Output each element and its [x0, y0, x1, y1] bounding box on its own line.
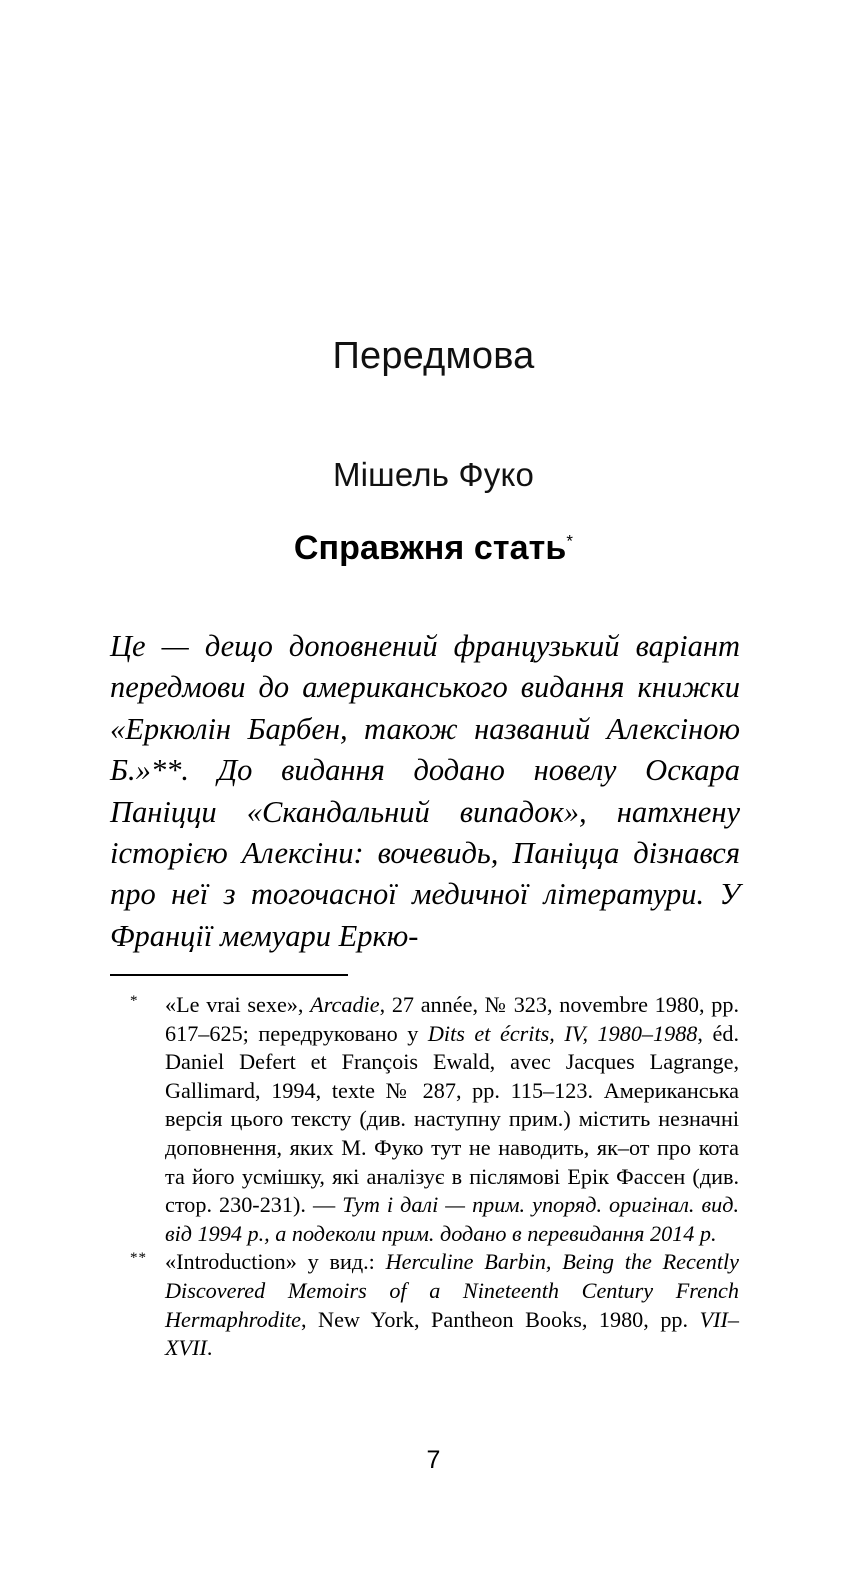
footnote-segment: «Le vrai sexe», [165, 992, 311, 1017]
footnote-text [165, 1249, 739, 1360]
page-title: Передмова [332, 335, 535, 377]
footnote-reference-marker: * [566, 531, 574, 551]
footnote-segment: «Introduction» у вид.: [165, 1249, 386, 1275]
footnote-segment: VII–XVII [165, 1306, 739, 1361]
footnote-segment: Тут і далі — прим. упоряд. оригінал. вид. від 1994 р., а подеколи прим. додано в перевидання 2014 р. [165, 1192, 740, 1246]
footnote-list [110, 991, 739, 1363]
essay-title [0, 527, 867, 569]
essay-title-text: Справжня стать [293, 529, 567, 567]
footnote-segment: Dits et écrits, IV, 1980–1988 [427, 1020, 698, 1046]
footnote-text [165, 992, 739, 1246]
footnote-segment: Arcadie [310, 992, 380, 1017]
body-paragraph: Це — дещо доповнений французький варіант передмови до американського видання книжки «Еркюлін Барбен, також названий Алексіною Б.»**. До видання додано новелу Оскара Паніцци «Скандальний випадок», натхнену історією Алексіни: вочевидь, Паніцца дізнався про неї з тогочасної медичної літератури. У Франції мемуари Еркю- [110, 629, 740, 953]
footnote-marker: ** [130, 1250, 147, 1267]
footnote-marker: * [130, 993, 139, 1009]
page-number: 7 [426, 1446, 441, 1474]
footnote-segment: Herculine Barbin, Being the Recently Discovered Memoirs of a Nineteenth Century French Hermaphrodite [165, 1249, 739, 1332]
footnote-item [110, 1248, 739, 1362]
author-name: Мішель Фуко [332, 456, 535, 493]
footnote-separator-rule [110, 974, 348, 976]
footnote-item [110, 991, 739, 1248]
footnote-segment: , New York, Pantheon Books, 1980, pp. [301, 1306, 700, 1332]
footnote-segment: . [206, 1335, 213, 1361]
footnote-segment: , éd. Daniel Defert et François Ewald, avec Jacques Lagrange, Gallimard, 1994, texte № 287, pp. 115–123. Американська версія цього тексту (див. наступну прим.) містить незначні доповнення, яких М. Фуко тут не наводить, як–от про кота та його усмішку, які аналізує в післямові Ерік Фассен (див. стор. 230-231). — [165, 1020, 739, 1218]
footnote-segment: , 27 année, № 323, novembre 1980, pp. 617–625; передруковано у [165, 992, 739, 1046]
